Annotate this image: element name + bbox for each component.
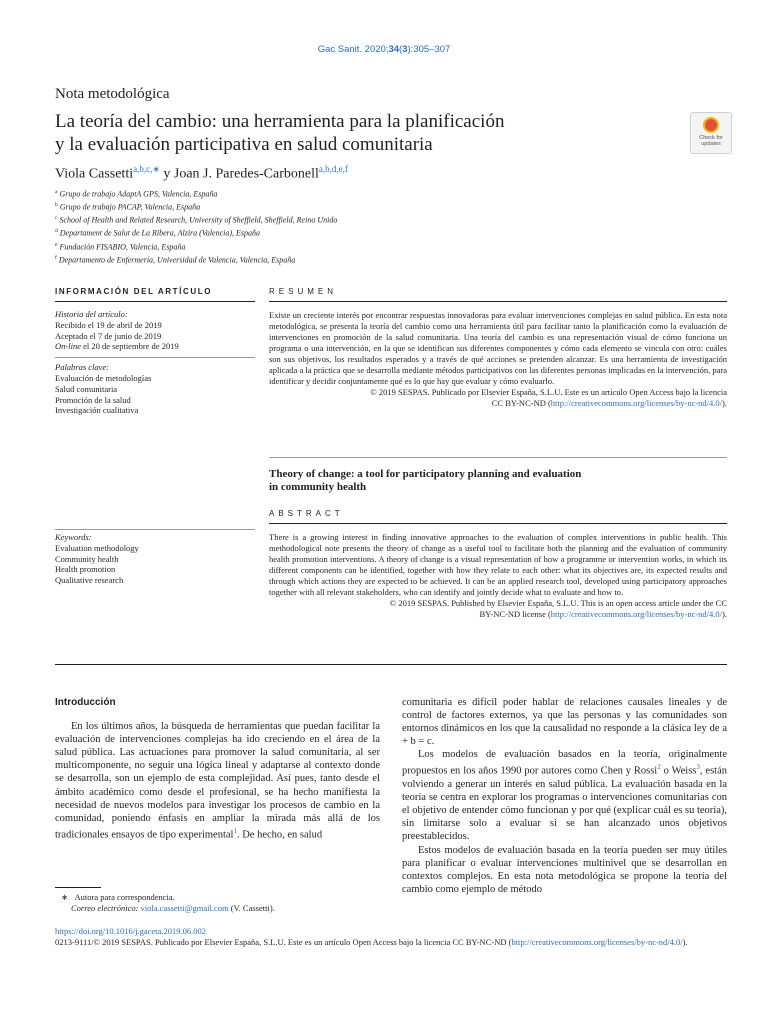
author-1: Viola Cassetti xyxy=(55,166,134,182)
online-date xyxy=(55,341,255,352)
bookmark-icon xyxy=(703,117,719,133)
affiliation-text: Departamento de Enfermería, Universidad de Valencia, Valencia, España xyxy=(58,255,296,265)
footnote-divider xyxy=(55,887,101,888)
footnote-email-line xyxy=(55,903,395,914)
resumen-heading: RESUMEN xyxy=(269,287,338,296)
affiliation-mark: c xyxy=(55,215,58,222)
body-paragraph: Estos modelos de evaluación basada en la teoría pueden ser muy útiles para planificar o evaluar intervenciones multinivel que se desarrollan en contextos complejos. En esta nota metodológica se propone la teoría del cambio como ejemplo de método xyxy=(402,844,727,895)
journal-citation[interactable]: Gac Sanit. 2020;34(3):305–307 xyxy=(317,44,451,55)
affiliation-item xyxy=(55,253,337,266)
affiliation-text: School of Health and Related Research, University of Sheffield, Sheffield, Reino Unido xyxy=(59,215,338,225)
journal-issue: 3 xyxy=(402,44,408,55)
affiliation-item xyxy=(55,200,337,213)
resumen-text: Existe un creciente interés por encontrar respuestas innovadoras para evaluar intervenciones complejas en salud pública. En esta nota metodológica, se presenta la teoría del cambio como una herramienta útil para facilitar tanto la planificación como la evaluación de intervenciones en promoción de la salud comunitaria. Una teoría del cambio es una representación visual de cómo funciona un programa o una intervención, en la que se identifican sus diferentes componentes y cómo cada elemento se vincula con otro: cuáles son sus objetivos, los resultados esperados y a través de qué acciones se pretenden alcanzar. Es una herramienta de investigación aplicada a la práctica que se desarrolla mediante métodos participativos con las diferentes personas implicadas en la intervención, para identificar y decidir conjuntamente qué es lo que hay que evaluar y cómo evaluarlo. xyxy=(269,310,727,386)
doi-link[interactable]: https://doi.org/10.1016/j.gaceta.2019.06.002 xyxy=(55,926,206,936)
accepted-date: Aceptado el 7 de junio de 2019 xyxy=(55,330,162,341)
divider xyxy=(269,523,727,524)
body-text: . De hecho, en salud xyxy=(236,829,323,841)
copyright-license-link[interactable]: http://creativecommons.org/licenses/by-nc-nd/4.0/ xyxy=(511,937,683,947)
abstract-license-end: ). xyxy=(722,609,727,619)
affiliation-text: Grupo de trabajo AdaptA GPS, Valencia, España xyxy=(59,189,218,199)
divider xyxy=(55,301,255,302)
article-history xyxy=(55,309,255,416)
resumen-license-link[interactable]: http://creativecommons.org/licenses/by-nc-nd/4.0/ xyxy=(550,398,723,408)
copyright-end: ). xyxy=(682,937,688,947)
email-owner: (V. Cassetti). xyxy=(228,903,275,913)
abstract-text: There is a growing interest in finding innovative approaches to the evaluation of complex interventions in public health. This methodological note presents the theory of change as a useful tool to facilitate both the planning and the evaluation of community health promotion interventions. A theory of change is a visual representation of how a programme or intervention works, in which its different components can be identified, together with how they relate to each other: what its objectives are, its expected results and through which actions they are expected to be achieved. It can be an applied research tool, developed using participatory approaches together with all relevant stakeholders, who can identify and jointly decide what to evaluate and how to. xyxy=(269,532,727,597)
keyword: Community health xyxy=(55,553,119,564)
article-info-heading: INFORMACIÓN DEL ARTÍCULO xyxy=(55,287,213,296)
email-label: Correo electrónico: xyxy=(71,903,139,913)
english-keywords xyxy=(55,532,255,586)
keywords-label: Palabras clave: xyxy=(55,362,110,373)
footnote-mark: ∗ xyxy=(61,892,69,902)
doi-block xyxy=(55,926,735,948)
english-title xyxy=(269,468,689,494)
body-paragraph xyxy=(402,748,727,843)
body-paragraph xyxy=(55,720,380,841)
body-text: Los modelos de evaluación basados en la teoría, originalmente propuestos en los años 1990 por autores como Chen y Rossi xyxy=(402,749,727,777)
divider xyxy=(269,301,727,302)
en-keywords-label: Keywords: xyxy=(55,532,92,542)
journal-pages: ):305–307 xyxy=(407,44,451,55)
check-for-updates-button[interactable] xyxy=(690,112,732,154)
affiliation-text: Fundación FISABIO, Valencia, España xyxy=(59,242,186,252)
affiliation-mark: d xyxy=(55,228,58,235)
affiliation-item xyxy=(55,226,337,239)
journal-ref-prefix: Gac Sanit. 2020; xyxy=(317,44,389,55)
affiliations xyxy=(55,187,337,266)
resumen-license-end: ). xyxy=(722,398,727,408)
keyword: Salud comunitaria xyxy=(55,383,118,394)
author-2: Joan J. Paredes-Carbonell xyxy=(173,166,319,182)
keyword: Promoción de la salud xyxy=(55,394,131,405)
author-list xyxy=(55,164,348,183)
affiliation-item xyxy=(55,240,337,253)
author-separator: y xyxy=(159,166,174,182)
divider xyxy=(55,529,255,530)
keyword: Investigación cualitativa xyxy=(55,405,139,416)
keyword: Qualitative research xyxy=(55,575,124,586)
keyword: Evaluación de metodologías xyxy=(55,372,152,383)
affiliation-item xyxy=(55,213,337,226)
affiliation-mark: e xyxy=(55,241,58,248)
author-2-affiliations[interactable]: a,b,d,e,f xyxy=(318,164,348,174)
citation-ref[interactable]: 1 xyxy=(233,826,237,835)
resumen-license-line-1: © 2019 SESPAS. Publicado por Elsevier España, S.L.U. Este es un artículo Open Access bajo la licencia xyxy=(370,387,727,397)
history-label: Historia del artículo: xyxy=(55,309,128,319)
badge-line-1: Check for xyxy=(699,135,723,141)
abstract-section xyxy=(269,532,727,620)
online-date-text: el 20 de septiembre de 2019 xyxy=(80,341,179,352)
resumen-license-line-2: CC BY-NC-ND ( xyxy=(491,398,551,408)
abstract-heading: ABSTRACT xyxy=(269,509,344,518)
affiliation-mark: a xyxy=(55,189,58,195)
abstract-license-line-2: BY-NC-ND license ( xyxy=(479,609,551,619)
body-text: , están volviendo a generar un interés en salud pública. La evaluación basada en la teoría se centra en explorar los programas o intervenciones comunitarias con el objetivo de entender cómo funcionan y por qué (explicar cuál es su teoría), sin limitarse solo a evaluar si se han alcanzado unos objetivos preestablecidos. xyxy=(402,765,727,843)
abstract-license xyxy=(269,598,727,620)
divider xyxy=(55,357,255,358)
email-link[interactable]: viola.cassetti@gmail.com xyxy=(140,903,229,913)
affiliation-item xyxy=(55,187,337,200)
abstract-license-link[interactable]: http://creativecommons.org/licenses/by-nc-nd/4.0/ xyxy=(550,609,723,619)
divider xyxy=(269,457,727,458)
article-title xyxy=(55,110,615,156)
copyright-line xyxy=(55,937,735,948)
body-paragraph: comunitaria es difícil poder hablar de relaciones causales lineales y de control de factores externos, ya que las personas y las comunidades son entornos dinámicos en los que la causalidad no responde a la clásica ley de a + b = c. xyxy=(402,697,727,748)
body-right-column xyxy=(402,696,727,896)
footnote-line xyxy=(55,892,395,903)
body-left-column xyxy=(55,696,380,841)
resumen-section xyxy=(269,310,727,409)
keyword: Evaluation methodology xyxy=(55,542,139,553)
badge-line-2: updates xyxy=(701,141,721,147)
resumen-license xyxy=(269,387,727,409)
author-1-affiliations[interactable]: a,b,c,∗ xyxy=(133,164,160,174)
journal-volume: 34 xyxy=(388,44,400,55)
affiliation-mark: f xyxy=(55,254,57,261)
section-heading: Introducción xyxy=(55,697,116,708)
received-date: Recibido el 19 de abril de 2019 xyxy=(55,319,162,330)
body-text: o Weiss xyxy=(660,765,697,777)
affiliation-mark: b xyxy=(55,202,58,209)
affiliation-text: Grupo de trabajo PACAP, Valencia, España xyxy=(59,202,201,212)
abstract-license-line-1: © 2019 SESPAS. Published by Elsevier España, S.L.U. This is an open access article under the CC xyxy=(389,598,727,608)
affiliation-text: Departament de Salut de La Ribera, Alzira (Valencia), España xyxy=(59,229,261,239)
english-title-line-1: Theory of change: a tool for participatory planning and evaluation xyxy=(269,468,582,480)
title-line-1: La teoría del cambio: una herramienta para la planificación xyxy=(55,111,505,132)
copyright-text: 0213-9111/© 2019 SESPAS. Publicado por Elsevier España, S.L.U. Este es un artículo Open Access bajo la licencia CC BY-NC-ND ( xyxy=(55,937,512,947)
citation-ref[interactable]: 3 xyxy=(696,763,700,772)
divider xyxy=(55,664,727,665)
section-type: Nota metodológica xyxy=(55,86,170,102)
footnote xyxy=(55,892,395,914)
footnote-text: Autora para correspondencia. xyxy=(74,892,175,902)
english-title-line-2: in community health xyxy=(269,481,367,493)
online-label: On-line xyxy=(55,341,81,352)
body-text: En los últimos años, la búsqueda de herramientas que puedan facilitar la evaluación de intervenciones complejas ha ido creciendo en el área de la salud pública. Las actuaciones para promover la salud comunitaria, al ser multicomponente, no seguir una lógica lineal y adaptarse al contexto donde se desarrolla, son un ejemplo de esta complejidad. Así pues, tanto desde el ámbito académico como desde el profesional, se ha hecho manifiesta la necesidad de nuevos modelos para investigar los procesos de cambio en la comunidad, poniendo énfasis en ampliar la mirada más allá de los tradicionales ensayos de tipo experimental xyxy=(55,721,380,841)
citation-ref[interactable]: 2 xyxy=(657,763,661,772)
keyword: Health promotion xyxy=(55,564,116,575)
title-line-2: y la evaluación participativa en salud comunitaria xyxy=(55,134,433,155)
